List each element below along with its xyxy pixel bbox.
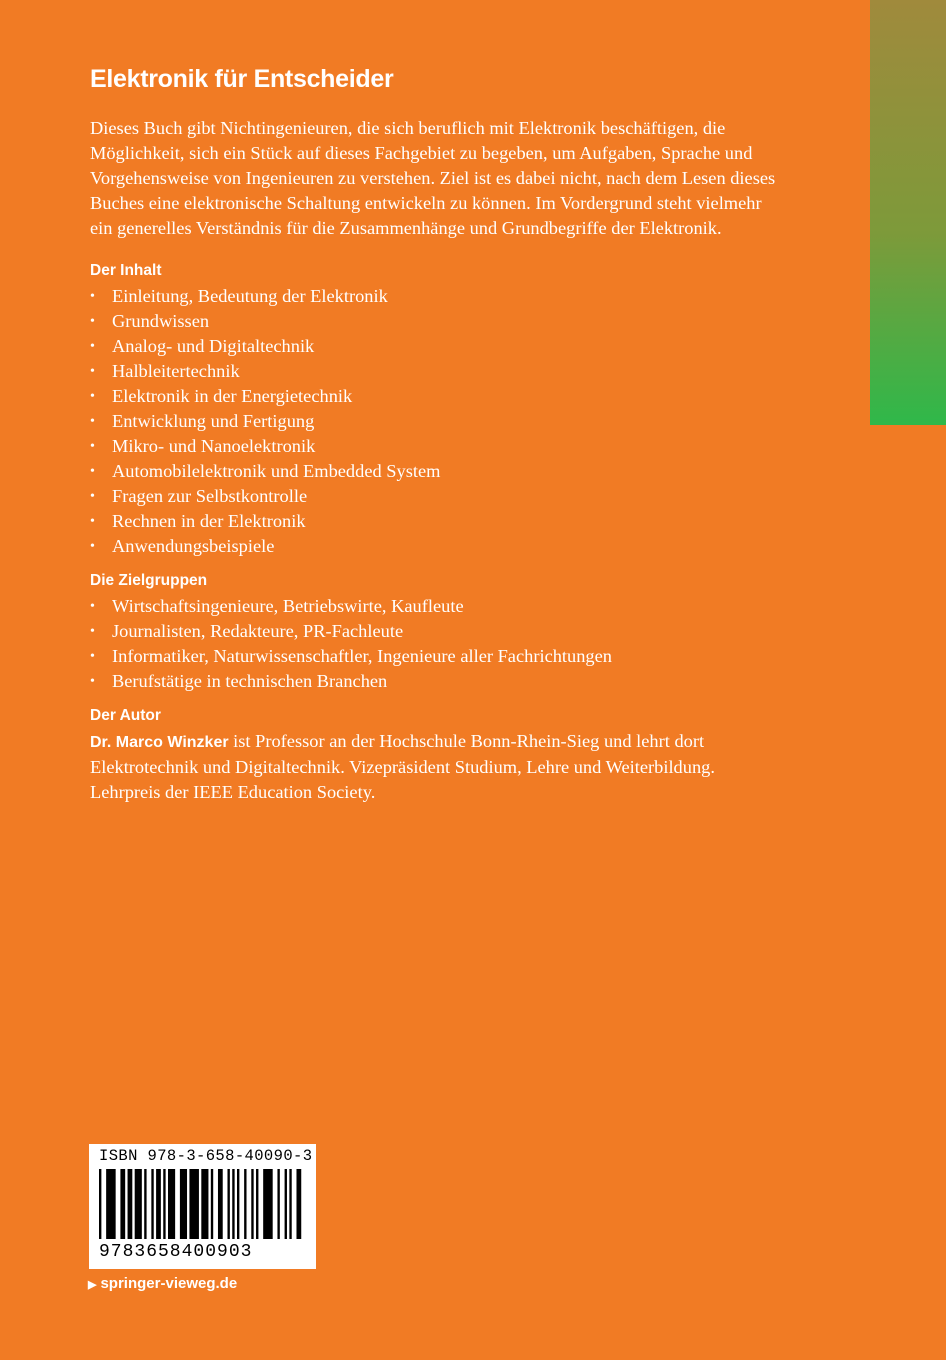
author-bio-text: ist Professor an der Hochschule Bonn-Rhein-Sieg und lehrt dort Elektrotechnik und Digitaltechnik. Vizepräsident Studium, Lehre und Weiterbildung. Lehrpreis der IEEE Education Society. xyxy=(90,731,715,802)
isbn-label: ISBN 978-3-658-40090-3 xyxy=(99,1147,313,1165)
section-heading-autor: Der Autor xyxy=(90,707,161,724)
barcode-bars xyxy=(99,1169,306,1239)
publisher-url[interactable] xyxy=(88,1275,237,1292)
list-item: • Grundwissen xyxy=(90,309,780,334)
list-item: • Entwicklung und Fertigung xyxy=(90,409,780,434)
section-heading-inhalt: Der Inhalt xyxy=(90,262,162,279)
author-name: Dr. Marco Winzker xyxy=(90,734,229,751)
barcode-digits: 9783658400903 xyxy=(99,1242,253,1262)
list-item: • Einleitung, Bedeutung der Elektronik xyxy=(90,284,780,309)
inhalt-list xyxy=(90,284,780,559)
list-item: • Automobilelektronik und Embedded System xyxy=(90,459,780,484)
list-item: • Halbleitertechnik xyxy=(90,359,780,384)
list-item: • Berufstätige in technischen Branchen xyxy=(90,669,780,694)
list-item: • Wirtschaftsingenieure, Betriebswirte, Kaufleute xyxy=(90,594,780,619)
list-item: • Anwendungsbeispiele xyxy=(90,534,780,559)
triangle-right-icon: ▶ xyxy=(88,1279,97,1291)
list-item: • Analog- und Digitaltechnik xyxy=(90,334,780,359)
list-item: • Informatiker, Naturwissenschaftler, Ingenieure aller Fachrichtungen xyxy=(90,644,780,669)
isbn-barcode xyxy=(89,1144,316,1269)
list-item: • Mikro- und Nanoelektronik xyxy=(90,434,780,459)
list-item: • Journalisten, Redakteure, PR-Fachleute xyxy=(90,619,780,644)
list-item: • Rechnen in der Elektronik xyxy=(90,509,780,534)
intro-paragraph: Dieses Buch gibt Nichtingenieuren, die sich beruflich mit Elektronik beschäftigen, die Möglichkeit, sich ein Stück auf dieses Fachgebiet zu begeben, um Aufgaben, Sprache und Vorgehensweise von Ingenieuren zu verstehen. Ziel ist es dabei nicht, nach dem Lesen dieses Buches eine elektronische Schaltung entwickeln zu können. Im Vordergrund steht vielmehr ein generelles Verständnis für die Zusammenhänge und Grundbegriffe der Elektronik. xyxy=(90,118,776,238)
zielgruppen-list xyxy=(90,594,780,694)
list-item: • Fragen zur Selbstkontrolle xyxy=(90,484,780,509)
section-heading-zielgruppen: Die Zielgruppen xyxy=(90,572,208,589)
cover-text-block xyxy=(90,62,780,805)
book-title: Elektronik für Entscheider xyxy=(90,65,394,93)
publisher-url-text: springer-vieweg.de xyxy=(100,1275,238,1292)
green-color-stripe xyxy=(870,0,946,425)
author-bio xyxy=(90,729,780,805)
list-item: • Elektronik in der Energietechnik xyxy=(90,384,780,409)
